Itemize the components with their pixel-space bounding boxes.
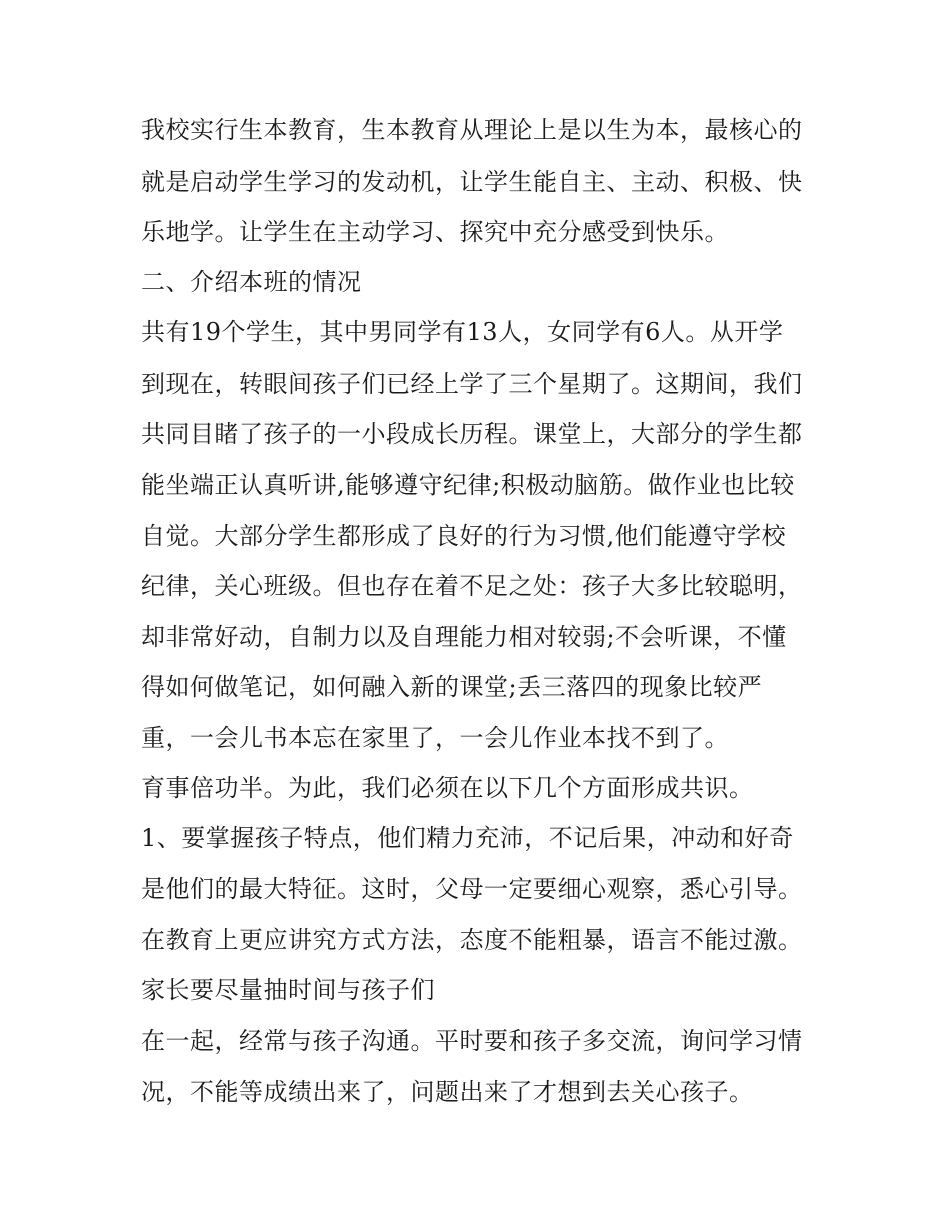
section-heading: 二、介绍本班的情况 [141, 268, 362, 296]
text-line-12: 得如何做笔记，如何融入新的课堂;丢三落四的现象比较严 [141, 673, 763, 701]
text-line-3: 乐地学。让学生在主动学习、探究中充分感受到快乐。 [141, 218, 729, 246]
text-line-16: 是他们的最大特征。这时，父母一定要细心观察，悉心引导。 [141, 875, 803, 903]
text-line-19: 在一起，经常与孩子沟通。平时要和孩子多交流，询问学习情 [141, 1027, 803, 1055]
text-line-8: 能坐端正认真听讲,能够遵守纪律;积极动脑筋。做作业也比较 [141, 471, 795, 499]
text-line-15: 1、要掌握孩子特点，他们精力充沛，不记后果，冲动和好奇 [141, 824, 794, 852]
text-line-17: 在教育上更应讲究方式方法，态度不能粗暴，语言不能过激。 [141, 926, 803, 954]
text-line-10: 纪律，关心班级。但也存在着不足之处：孩子大多比较聪明， [141, 572, 803, 600]
text-line-18: 家长要尽量抽时间与孩子们 [141, 976, 435, 1004]
text-line-13: 重，一会儿书本忘在家里了，一会儿作业本找不到了。 [141, 724, 729, 752]
text-line-11: 却非常好动，自制力以及自理能力相对较弱;不会听课，不懂 [141, 623, 787, 651]
text-line-20: 况，不能等成绩出来了，问题出来了才想到去关心孩子。 [141, 1078, 754, 1106]
text-line-2: 就是启动学生学习的发动机，让学生能自主、主动、积极、快 [141, 168, 803, 196]
text-line-1: 我校实行生本教育，生本教育从理论上是以生为本，最核心的 [141, 116, 803, 144]
text-line-6: 到现在，转眼间孩子们已经上学了三个星期了。这期间，我们 [141, 370, 803, 398]
text-line-14: 育事倍功半。为此，我们必须在以下几个方面形成共识。 [141, 774, 754, 802]
text-line-5: 共有19个学生，其中男同学有13人，女同学有6人。从开学 [141, 318, 784, 346]
text-line-7: 共同目睹了孩子的一小段成长历程。课堂上，大部分的学生都 [141, 420, 803, 448]
text-line-9: 自觉。大部分学生都形成了良好的行为习惯,他们能遵守学校 [141, 522, 787, 550]
